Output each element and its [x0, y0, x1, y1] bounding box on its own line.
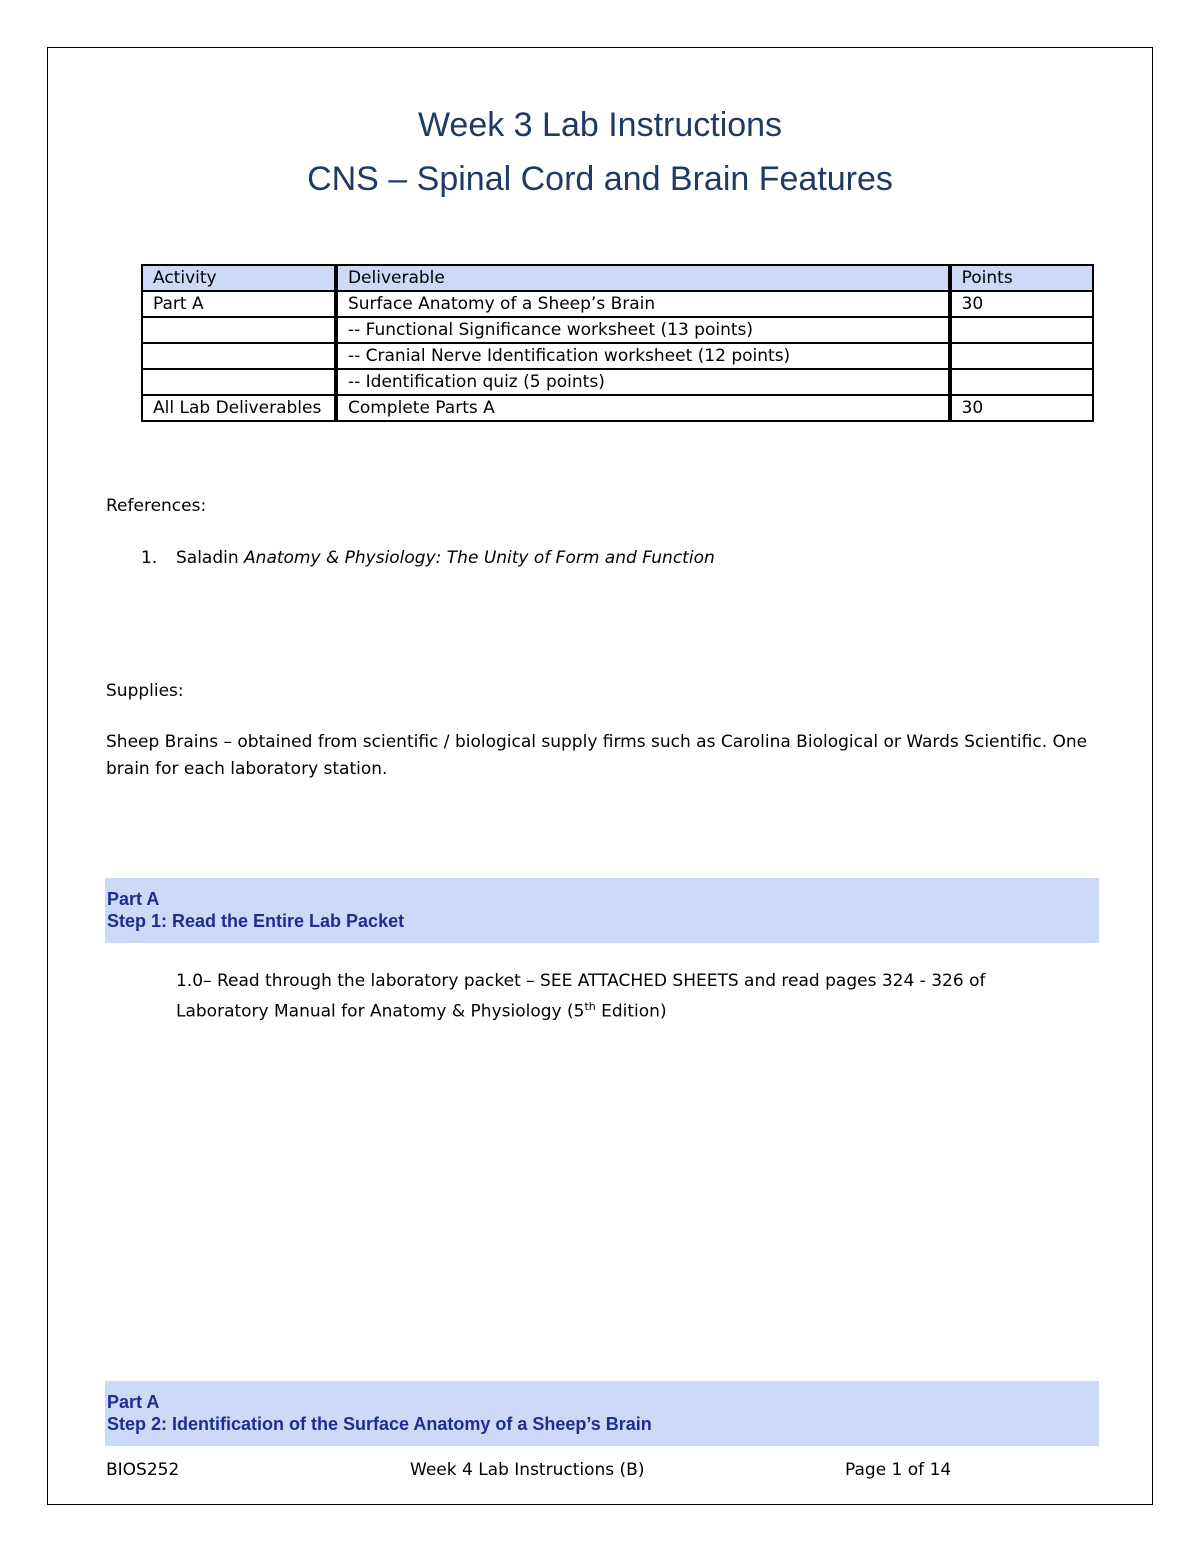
deliverable-cell: -- Cranial Nerve Identification worksheet (12 points) — [336, 343, 950, 369]
activity-cell: All Lab Deliverables — [142, 395, 336, 421]
activity-cell — [142, 343, 336, 369]
supplies-text: Sheep Brains – obtained from scientific / biological supply firms such as Carolina Biological or Wards Scientific. One brain for each laboratory station. — [106, 732, 1088, 779]
table-row — [142, 395, 1093, 421]
supplies-heading: Supplies: — [106, 681, 184, 701]
section-part-label: Part A — [107, 1392, 160, 1412]
section-step-label: Step 2: Identification of the Surface Anatomy of a Sheep’s Brain — [107, 1414, 652, 1434]
points-cell: 30 — [950, 291, 1093, 317]
step1-text-end: Edition) — [595, 1001, 667, 1022]
step1-text: 1.0– Read through the laboratory packet – SEE ATTACHED SHEETS and read pages 324 - 326 of Laboratory Manual for Anatomy & Physiology (5 — [176, 971, 986, 1022]
table-row — [142, 369, 1093, 395]
points-cell — [950, 343, 1093, 369]
deliverables-table — [141, 264, 1094, 422]
points-cell: 30 — [950, 395, 1093, 421]
page-subtitle: CNS – Spinal Cord and Brain Features — [307, 160, 893, 198]
deliverable-cell: -- Identification quiz (5 points) — [336, 369, 950, 395]
section-header-step1 — [105, 878, 1099, 943]
table-header-row — [142, 265, 1093, 291]
reference-title: Anatomy & Physiology: The Unity of Form and Function — [244, 548, 715, 568]
points-cell — [950, 369, 1093, 395]
footer-doc-title: Week 4 Lab Instructions (B) — [410, 1460, 645, 1480]
footer-page-number: Page 1 of 14 — [845, 1460, 952, 1480]
table-row — [142, 291, 1093, 317]
reference-item — [141, 548, 715, 568]
header-activity: Activity — [142, 265, 336, 291]
activity-cell: Part A — [142, 291, 336, 317]
activity-cell — [142, 317, 336, 343]
step1-superscript: th — [584, 1000, 596, 1013]
deliverable-cell: -- Functional Significance worksheet (13 points) — [336, 317, 950, 343]
section-step-label: Step 1: Read the Entire Lab Packet — [107, 911, 405, 931]
reference-number: 1. — [141, 548, 158, 568]
page-title: Week 3 Lab Instructions — [417, 106, 783, 144]
reference-author: Saladin — [176, 548, 245, 568]
step1-instructions — [176, 968, 1056, 1025]
section-header-step2 — [105, 1381, 1099, 1446]
table-row — [142, 317, 1093, 343]
table-row — [142, 343, 1093, 369]
deliverable-cell: Complete Parts A — [336, 395, 950, 421]
references-heading: References: — [106, 496, 207, 516]
deliverable-cell: Surface Anatomy of a Sheep’s Brain — [336, 291, 950, 317]
section-part-label: Part A — [107, 889, 160, 909]
footer-course: BIOS252 — [106, 1460, 180, 1480]
points-cell — [950, 317, 1093, 343]
header-deliverable: Deliverable — [336, 265, 950, 291]
header-points: Points — [950, 265, 1093, 291]
activity-cell — [142, 369, 336, 395]
